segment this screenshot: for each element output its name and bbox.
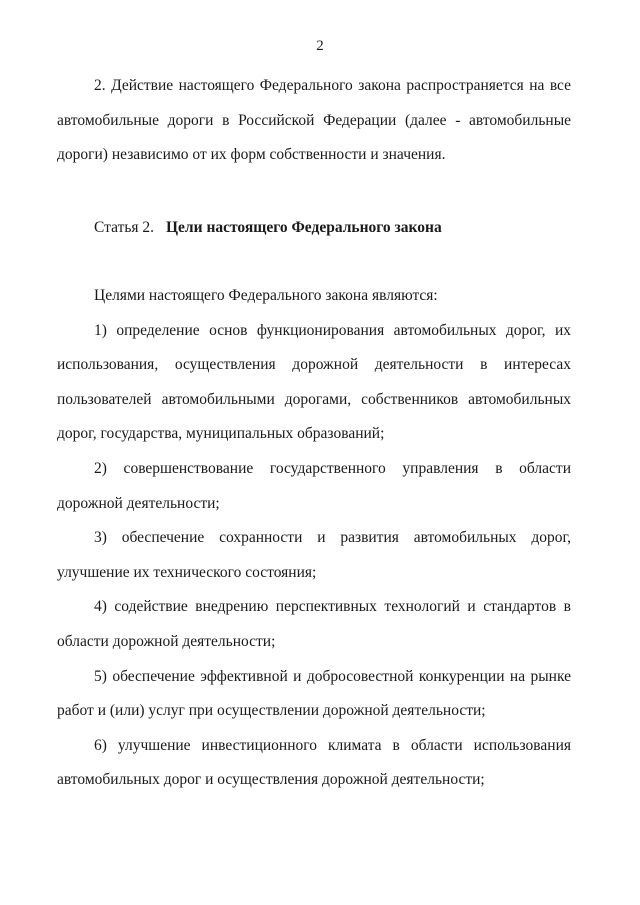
section-paragraph-block xyxy=(57,69,571,173)
goal-item: 5) обеспечение эффективной и добросовестной конкуренции на рынке работ и (или) услуг при осуществлении дорожной деятельности; xyxy=(57,667,571,720)
article-heading xyxy=(94,211,442,245)
goal-item: 3) обеспечение сохранности и развития автомобильных дорог, улучшение их технического состояния; xyxy=(57,529,571,581)
article-title: Цели настоящего Федерального закона xyxy=(166,219,442,236)
page-number: 2 xyxy=(316,38,324,54)
goal-item: 6) улучшение инвестиционного климата в области использования автомобильных дорог и осуществления дорожной деятельности; xyxy=(57,736,571,789)
article-number: Статья 2. xyxy=(94,219,155,236)
goal-item: 1) определение основ функционирования автомобильных дорог, их использования, осуществления дорожной деятельности в интересах пользователей автомобильными дорогами, собственников автомобильных дорог, государства, муниципальных образований; xyxy=(57,321,571,443)
goals-intro: Целями настоящего Федерального закона являются: xyxy=(94,287,438,304)
goal-item: 4) содействие внедрению перспективных технологий и стандартов в области дорожной деятельности; xyxy=(57,598,571,650)
goal-item: 2) совершенствование государственного управления в области дорожной деятельности; xyxy=(57,459,571,512)
intro-paragraph: 2. Действие настоящего Федерального закона распространяется на все автомобильные дороги в Российской Федерации (далее - автомобильные дороги) независимо от их форм собственности и значения. xyxy=(57,77,571,164)
goals-section xyxy=(57,279,571,798)
